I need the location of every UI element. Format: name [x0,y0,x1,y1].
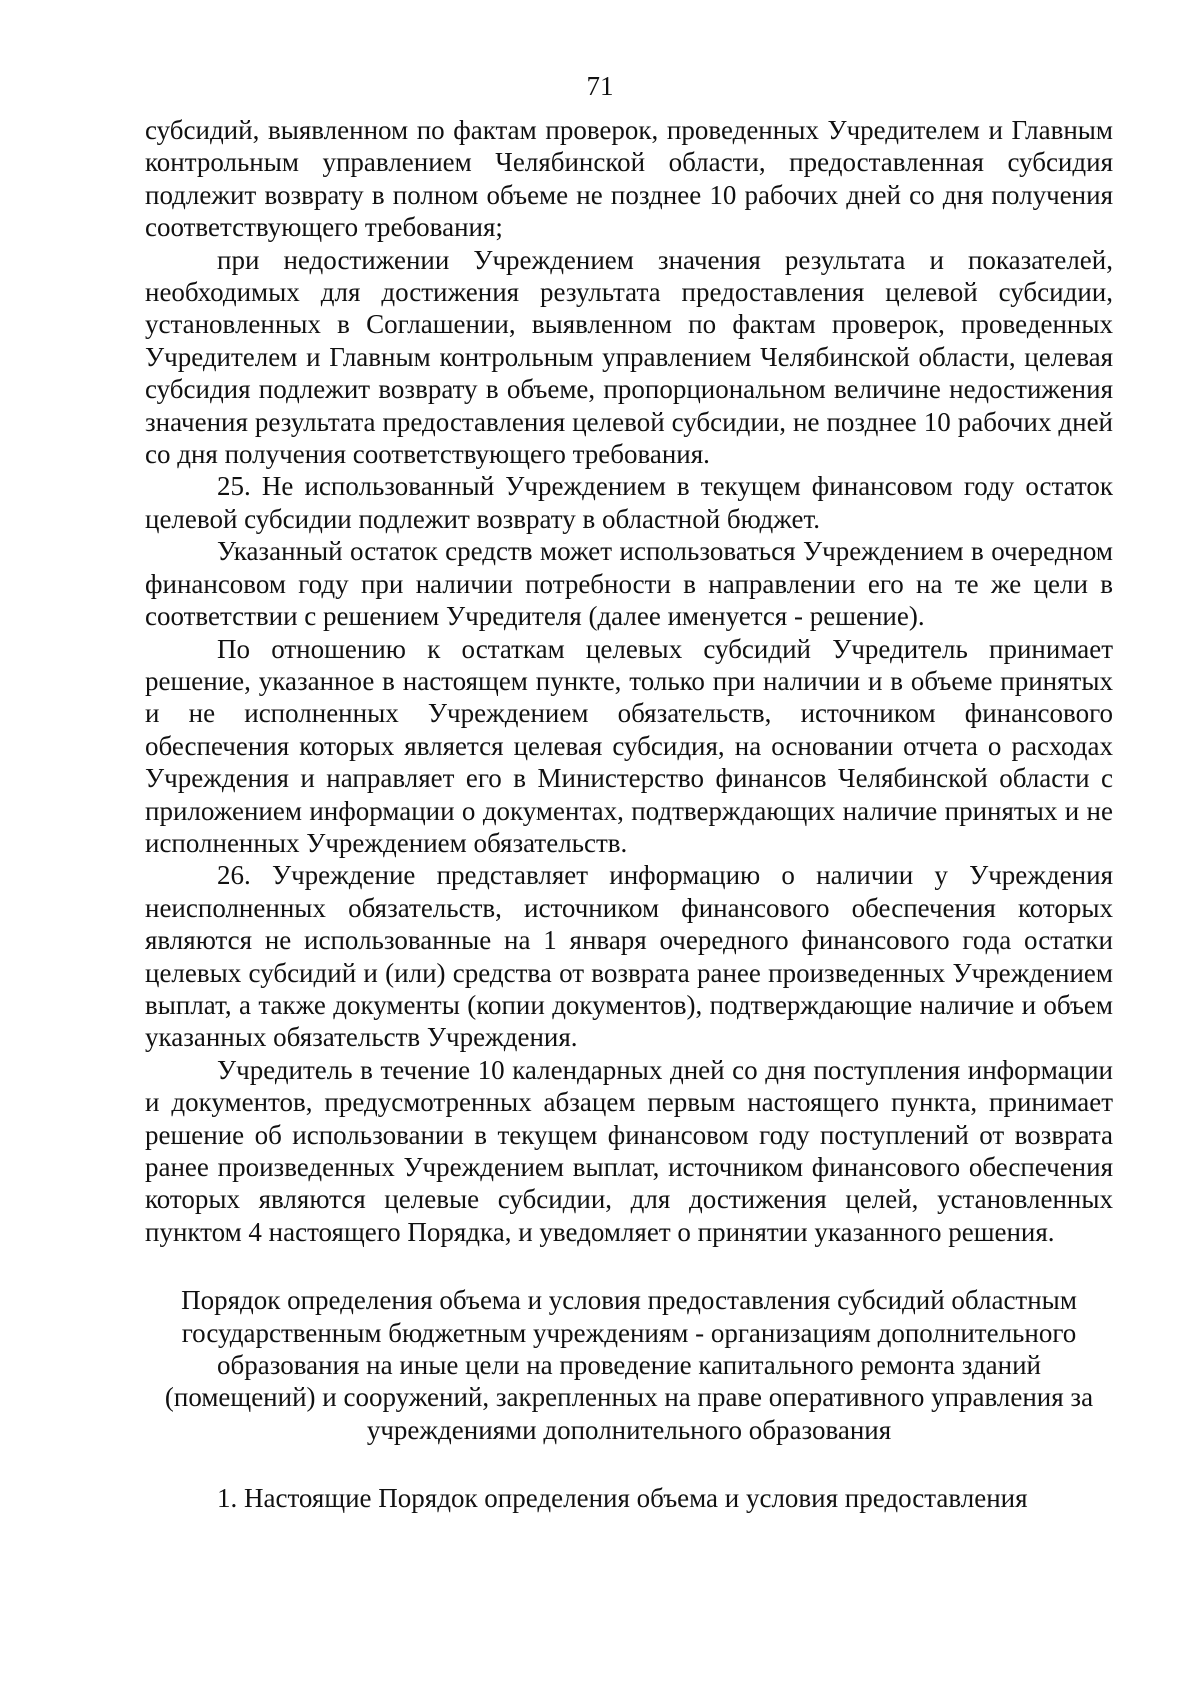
paragraph-founder-decision: По отношению к остаткам целевых субсидий Учредитель принимает решение, указанное в настоящем пункте, только при наличии и в объеме принятых и не исполненных Учреждением обязательств, источником финансового обеспечения которых является целевая субсидия, на основании отчета о расходах Учреждения и направляет его в Министерство финансов Челябинской области с приложением информации о документах, подтверждающих наличие принятых и не исполненных Учреждением обязательств. [145,633,1113,858]
paragraph-remaining-funds: Указанный остаток средств может использоваться Учреждением в очередном финансовом году при наличии потребности в направлении его на те же цели в соответствии с решением Учредителя (далее именуется - решение). [145,536,1113,632]
paragraph-item-25: 25. Не использованный Учреждением в текущем финансовом году остаток целевой субсидии подлежит возврату в областной бюджет. [145,471,1113,534]
paragraph-founder-term: Учредитель в течение 10 календарных дней со дня поступления информации и документов, предусмотренных абзацем первым настоящего пункта, принимает решение об использовании в текущем финансовом году поступлений от возврата ранее произведенных Учреждением выплат, источником финансового обеспечения которых являются целевые субсидии, для достижения целей, установленных пунктом 4 настоящего Порядка, и уведомляет о принятии указанного решения. [145,1054,1113,1247]
section-heading: Порядок определения объема и условия предоставления субсидий областным государственным бюджетным учреждениям - организациям дополнительного образования на иные цели на проведение капитального ремонта зданий (помещений) и сооружений, закрепленных на праве оперативного управления за учреждениями дополнительного образования [164,1285,1094,1445]
document-body [145,114,1113,1515]
paragraph-continuation: субсидий, выявленном по фактам проверок, проведенных Учредителем и Главным контрольным управлением Челябинской области, предоставленная субсидия подлежит возврату в полном объеме не позднее 10 рабочих дней со дня получения соответствующего требования; [145,115,1113,243]
page-number: 71 [586,71,614,101]
paragraph-item-1: 1. Настоящие Порядок определения объема и условия предоставления [217,1483,1028,1514]
paragraph-item-26: 26. Учреждение представляет информацию о наличии у Учреждения неисполненных обязательств, источником финансового обеспечения которых являются не использованные на 1 января очередного финансового года остатки целевых субсидий и (или) средства от возврата ранее произведенных Учреждением выплат, а также документы (копии документов), подтверждающие наличие и объем указанных обязательств Учреждения. [145,860,1113,1053]
paragraph-nondostizhenie: при недостижении Учреждением значения результата и показателей, необходимых для достижения результата предоставления целевой субсидии, установленных в Соглашении, выявленном по фактам проверок, проведенных Учредителем и Главным контрольным управлением Челябинской области, целевая субсидия подлежит возврату в объеме, пропорциональном величине недостижения значения результата предоставления целевой субсидии, не позднее 10 рабочих дней со дня получения соответствующего требования. [145,244,1113,470]
